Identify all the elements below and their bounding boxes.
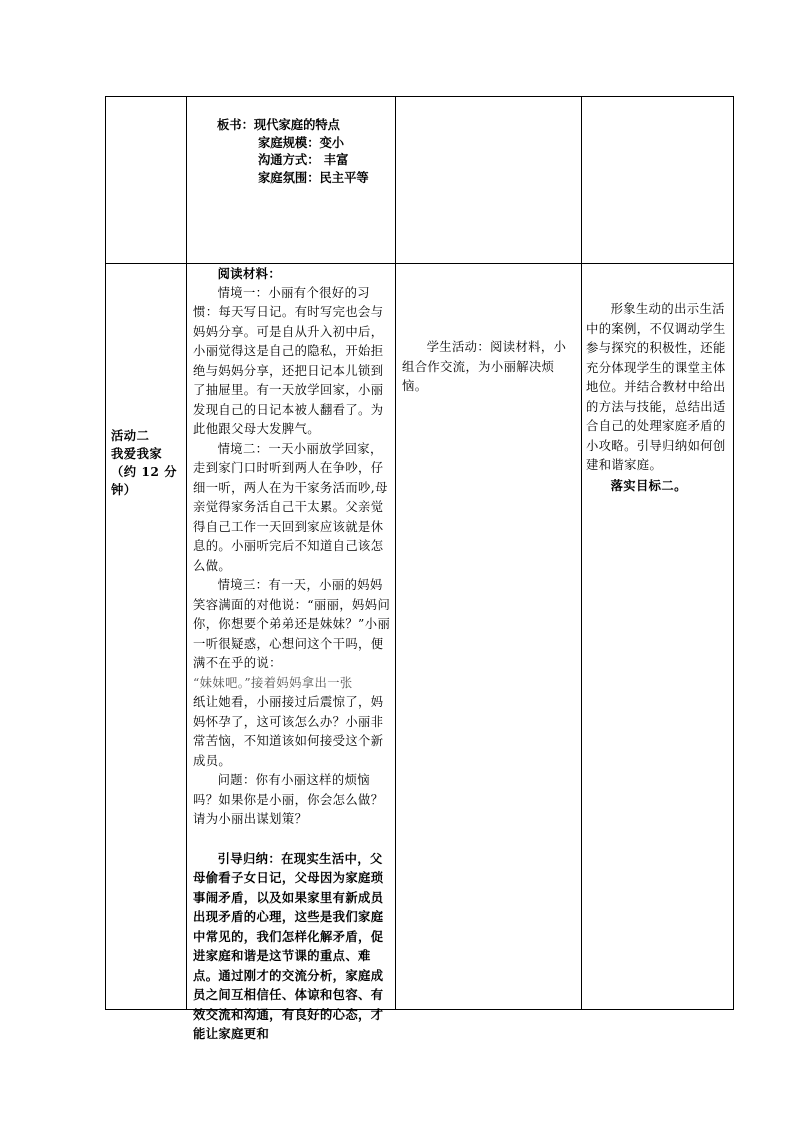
table-border-top <box>105 96 734 97</box>
board-writing-item: 沟通方式： 丰富 <box>258 152 349 167</box>
design-intent <box>586 300 730 495</box>
table-border-right <box>733 96 734 1010</box>
student-activity-text: 学生活动：阅读材料，小组合作交流，为小丽解决烦恼。 <box>402 340 567 393</box>
board-writing-item: 家庭规模：变小 <box>258 134 345 150</box>
column-divider-1 <box>186 96 187 1010</box>
lesson-table <box>105 96 734 1041</box>
scenario-3: 情境三：有一天，小丽的妈妈笑容满面的对他说：“丽丽，妈妈问你，你想要个弟弟还是妹妹？”小丽一听很疑惑，心想问这个干吗，便满不在乎的说： <box>193 578 391 670</box>
scenario-3-quote: “妹妹吧。”接着妈妈拿出一张 <box>193 675 353 690</box>
activity-title: 活动二 我爱我家（约 12 分钟） <box>111 428 178 497</box>
table-border-left <box>105 96 106 1010</box>
scenario-1: 情境一：小丽有个很好的习惯：每天写日记。有时写完也会与妈妈分享。可是自从升入初中后，小丽觉得这是自己的隐私，开始拒绝与妈妈分享，还把日记本儿锁到了抽屉里。有一天放学回家，小丽发现自己的日记本被人翻看了。为此他跟父母大发脾气。 <box>193 285 384 436</box>
student-activity <box>402 338 577 397</box>
guided-summary: 引导归纳：在现实生活中，父母偷看子女日记，父母因为家庭琐事闹矛盾，以及如果家里有新成员出现矛盾的心理，这些是我们家庭中常见的，我们怎样化解矛盾，促进家庭和谐是这节课的重点、难点。通过刚才的交流分析，家庭成员之间互相信任、体谅和包容、有效交流和沟通，有良好的心态，才能让家庭更和 <box>193 850 384 1041</box>
activity-label <box>111 427 183 499</box>
goal-text: 落实目标二。 <box>610 477 687 493</box>
reading-title: 阅读材料： <box>217 266 282 281</box>
scenario-2: 情境二：一天小丽放学回家，走到家门口时听到两人在争吵，仔细一听，两人在为干家务活而吵,母亲觉得家务活自己干太累。父亲觉得自己工作一天回到家应该就是休息的。小丽听完后不知道自己该怎么做。 <box>193 441 388 573</box>
discussion-question: 问题：你有小丽这样的烦恼吗？如果你是小丽，你会怎么做？请为小丽出谋划策？ <box>193 773 384 826</box>
design-intent-text: 形象生动的出示生活中的案例，不仅调动学生参与探究的积极性，还能充分体现学生的课堂主体地位。并结合教材中给出的方法与技能，总结出适合自己的处理家庭矛盾的小攻略。引导归纳如何创建和谐家庭。 <box>586 302 726 472</box>
board-writing-title: 板书：现代家庭的特点 <box>217 117 340 132</box>
board-writing <box>217 116 392 186</box>
board-writing-item: 家庭氛围：民主平等 <box>258 169 369 185</box>
reading-material <box>193 264 392 1044</box>
column-divider-2 <box>395 96 396 1010</box>
column-divider-3 <box>581 96 582 1010</box>
scenario-3-continued: 纸让她看，小丽接过后震惊了，妈妈怀孕了，这可该怎么办？小丽非常苦恼，不知道该如何接受这个新成员。 <box>193 695 384 768</box>
